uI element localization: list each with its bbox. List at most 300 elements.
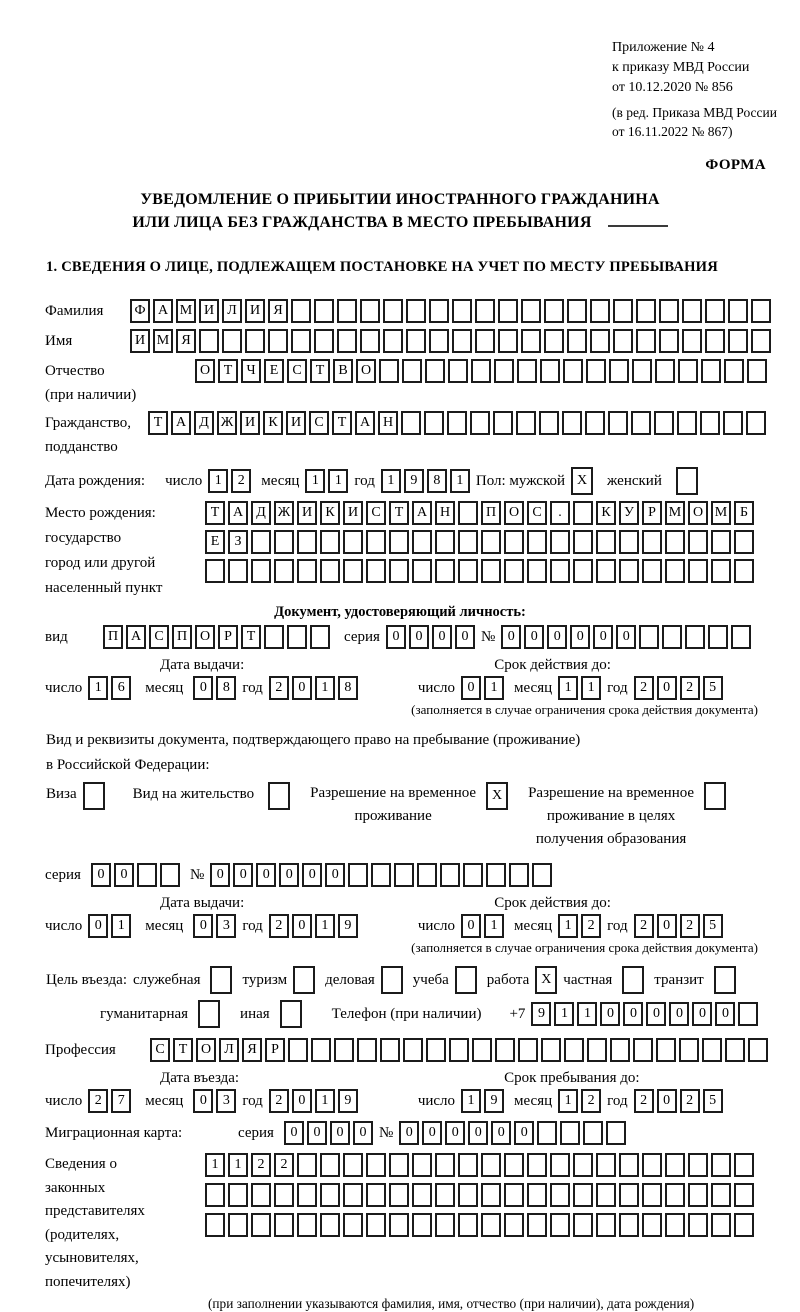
char-cell[interactable]: У — [619, 501, 639, 525]
char-cell[interactable]: 2 — [680, 1089, 700, 1113]
char-cell[interactable] — [504, 1213, 524, 1237]
id-issue-day-boxes[interactable] — [88, 676, 131, 700]
char-cell[interactable] — [379, 359, 399, 383]
char-cell[interactable]: К — [596, 501, 616, 525]
char-cell[interactable] — [406, 329, 426, 353]
entry-year-boxes[interactable] — [269, 1089, 358, 1113]
char-cell[interactable] — [366, 1153, 386, 1177]
char-cell[interactable]: X — [486, 782, 508, 810]
char-cell[interactable]: . — [550, 501, 570, 525]
given-name-boxes[interactable] — [130, 329, 771, 353]
residence-permit-checkbox[interactable] — [268, 782, 290, 810]
char-cell[interactable]: С — [309, 411, 329, 435]
char-cell[interactable]: 1 — [228, 1153, 248, 1177]
purpose-other-checkbox[interactable] — [280, 1000, 302, 1028]
char-cell[interactable] — [458, 530, 478, 554]
char-cell[interactable] — [504, 559, 524, 583]
char-cell[interactable] — [724, 359, 744, 383]
char-cell[interactable] — [389, 1183, 409, 1207]
char-cell[interactable]: 7 — [111, 1089, 131, 1113]
char-cell[interactable]: 8 — [338, 676, 358, 700]
char-cell[interactable] — [297, 1183, 317, 1207]
char-cell[interactable]: Ж — [274, 501, 294, 525]
char-cell[interactable] — [429, 329, 449, 353]
residence-issue-year-boxes[interactable] — [269, 914, 358, 938]
char-cell[interactable] — [470, 411, 490, 435]
char-cell[interactable] — [343, 1183, 363, 1207]
char-cell[interactable]: 0 — [600, 1002, 620, 1026]
char-cell[interactable] — [705, 299, 725, 323]
char-cell[interactable] — [688, 559, 708, 583]
char-cell[interactable]: 2 — [88, 1089, 108, 1113]
char-cell[interactable]: 0 — [193, 914, 213, 938]
char-cell[interactable] — [639, 625, 659, 649]
char-cell[interactable] — [481, 530, 501, 554]
birth-place-row3-boxes[interactable] — [205, 559, 754, 583]
id-doc-number-boxes[interactable] — [501, 625, 751, 649]
guardians-row2-boxes[interactable] — [205, 1183, 754, 1207]
char-cell[interactable]: 3 — [216, 1089, 236, 1113]
char-cell[interactable] — [320, 559, 340, 583]
char-cell[interactable]: Т — [389, 501, 409, 525]
char-cell[interactable] — [458, 1183, 478, 1207]
char-cell[interactable] — [435, 1153, 455, 1177]
birth-month-boxes[interactable] — [305, 469, 348, 493]
char-cell[interactable] — [610, 1038, 630, 1062]
residence-number-boxes[interactable] — [210, 863, 552, 887]
char-cell[interactable]: 0 — [501, 625, 521, 649]
char-cell[interactable] — [679, 1038, 699, 1062]
char-cell[interactable]: П — [481, 501, 501, 525]
char-cell[interactable] — [688, 1213, 708, 1237]
temp-residence-edu-checkbox[interactable] — [704, 782, 726, 810]
char-cell[interactable] — [642, 1213, 662, 1237]
char-cell[interactable]: 0 — [657, 914, 677, 938]
char-cell[interactable] — [516, 411, 536, 435]
char-cell[interactable] — [199, 329, 219, 353]
char-cell[interactable]: 1 — [484, 676, 504, 700]
char-cell[interactable] — [711, 530, 731, 554]
char-cell[interactable] — [734, 530, 754, 554]
char-cell[interactable] — [539, 411, 559, 435]
char-cell[interactable]: Я — [268, 299, 288, 323]
char-cell[interactable]: 5 — [703, 914, 723, 938]
char-cell[interactable] — [527, 1213, 547, 1237]
char-cell[interactable]: В — [333, 359, 353, 383]
char-cell[interactable] — [337, 299, 357, 323]
char-cell[interactable] — [83, 782, 105, 810]
char-cell[interactable] — [655, 359, 675, 383]
char-cell[interactable] — [360, 329, 380, 353]
char-cell[interactable]: И — [240, 411, 260, 435]
char-cell[interactable]: 9 — [338, 1089, 358, 1113]
char-cell[interactable] — [527, 1183, 547, 1207]
char-cell[interactable]: 2 — [581, 914, 601, 938]
id-valid-month-boxes[interactable] — [558, 676, 601, 700]
purpose-transit-checkbox[interactable] — [714, 966, 736, 994]
char-cell[interactable] — [521, 299, 541, 323]
char-cell[interactable]: 0 — [491, 1121, 511, 1145]
char-cell[interactable] — [435, 530, 455, 554]
char-cell[interactable] — [619, 530, 639, 554]
char-cell[interactable]: Т — [332, 411, 352, 435]
char-cell[interactable] — [504, 1183, 524, 1207]
char-cell[interactable] — [366, 1213, 386, 1237]
char-cell[interactable] — [688, 1183, 708, 1207]
char-cell[interactable]: 1 — [111, 914, 131, 938]
char-cell[interactable]: 0 — [461, 676, 481, 700]
char-cell[interactable]: С — [287, 359, 307, 383]
char-cell[interactable]: 0 — [669, 1002, 689, 1026]
char-cell[interactable]: Р — [218, 625, 238, 649]
char-cell[interactable] — [486, 863, 506, 887]
char-cell[interactable] — [682, 329, 702, 353]
char-cell[interactable]: Ч — [241, 359, 261, 383]
char-cell[interactable]: Н — [378, 411, 398, 435]
char-cell[interactable] — [573, 1183, 593, 1207]
char-cell[interactable]: И — [245, 299, 265, 323]
char-cell[interactable] — [412, 1213, 432, 1237]
char-cell[interactable]: И — [297, 501, 317, 525]
char-cell[interactable] — [343, 1153, 363, 1177]
char-cell[interactable] — [738, 1002, 758, 1026]
char-cell[interactable] — [389, 559, 409, 583]
char-cell[interactable]: С — [527, 501, 547, 525]
char-cell[interactable]: Д — [194, 411, 214, 435]
char-cell[interactable]: 2 — [680, 914, 700, 938]
char-cell[interactable] — [280, 1000, 302, 1028]
purpose-private-checkbox[interactable] — [622, 966, 644, 994]
char-cell[interactable] — [251, 559, 271, 583]
char-cell[interactable] — [406, 299, 426, 323]
char-cell[interactable] — [642, 559, 662, 583]
char-cell[interactable]: 2 — [251, 1153, 271, 1177]
char-cell[interactable] — [642, 1183, 662, 1207]
char-cell[interactable] — [642, 530, 662, 554]
char-cell[interactable] — [311, 1038, 331, 1062]
char-cell[interactable] — [622, 966, 644, 994]
char-cell[interactable]: Т — [148, 411, 168, 435]
char-cell[interactable]: М — [665, 501, 685, 525]
char-cell[interactable]: 0 — [657, 676, 677, 700]
char-cell[interactable] — [678, 359, 698, 383]
char-cell[interactable] — [636, 329, 656, 353]
char-cell[interactable] — [435, 1183, 455, 1207]
char-cell[interactable]: 9 — [338, 914, 358, 938]
char-cell[interactable]: 0 — [284, 1121, 304, 1145]
char-cell[interactable] — [711, 1183, 731, 1207]
char-cell[interactable] — [751, 299, 771, 323]
char-cell[interactable] — [293, 966, 315, 994]
char-cell[interactable] — [540, 359, 560, 383]
char-cell[interactable] — [550, 1153, 570, 1177]
char-cell[interactable]: 1 — [315, 676, 335, 700]
char-cell[interactable] — [205, 559, 225, 583]
char-cell[interactable] — [587, 1038, 607, 1062]
char-cell[interactable]: 0 — [325, 863, 345, 887]
char-cell[interactable]: 0 — [210, 863, 230, 887]
char-cell[interactable]: 0 — [524, 625, 544, 649]
char-cell[interactable]: 9 — [531, 1002, 551, 1026]
char-cell[interactable]: Е — [264, 359, 284, 383]
char-cell[interactable]: Е — [205, 530, 225, 554]
char-cell[interactable] — [573, 530, 593, 554]
char-cell[interactable]: П — [103, 625, 123, 649]
char-cell[interactable] — [573, 501, 593, 525]
char-cell[interactable] — [677, 411, 697, 435]
char-cell[interactable] — [567, 299, 587, 323]
char-cell[interactable] — [380, 1038, 400, 1062]
stay-year-boxes[interactable] — [634, 1089, 723, 1113]
char-cell[interactable] — [343, 530, 363, 554]
char-cell[interactable]: 0 — [256, 863, 276, 887]
char-cell[interactable] — [751, 329, 771, 353]
char-cell[interactable] — [613, 299, 633, 323]
char-cell[interactable] — [210, 966, 232, 994]
residence-issue-day-boxes[interactable] — [88, 914, 131, 938]
char-cell[interactable]: А — [228, 501, 248, 525]
char-cell[interactable] — [518, 1038, 538, 1062]
char-cell[interactable] — [504, 1153, 524, 1177]
char-cell[interactable] — [590, 299, 610, 323]
char-cell[interactable]: П — [172, 625, 192, 649]
char-cell[interactable]: 1 — [554, 1002, 574, 1026]
char-cell[interactable]: Д — [251, 501, 271, 525]
char-cell[interactable] — [632, 359, 652, 383]
char-cell[interactable] — [509, 863, 529, 887]
char-cell[interactable] — [633, 1038, 653, 1062]
char-cell[interactable]: Я — [176, 329, 196, 353]
char-cell[interactable]: 0 — [422, 1121, 442, 1145]
char-cell[interactable] — [412, 530, 432, 554]
patronymic-boxes[interactable] — [195, 359, 767, 383]
purpose-tourism-checkbox[interactable] — [293, 966, 315, 994]
char-cell[interactable] — [343, 1213, 363, 1237]
char-cell[interactable] — [723, 411, 743, 435]
char-cell[interactable] — [205, 1213, 225, 1237]
char-cell[interactable] — [573, 559, 593, 583]
char-cell[interactable]: А — [412, 501, 432, 525]
char-cell[interactable] — [560, 1121, 580, 1145]
id-issue-year-boxes[interactable] — [269, 676, 358, 700]
char-cell[interactable]: 9 — [404, 469, 424, 493]
char-cell[interactable] — [360, 299, 380, 323]
char-cell[interactable] — [527, 1153, 547, 1177]
char-cell[interactable] — [596, 559, 616, 583]
char-cell[interactable] — [389, 530, 409, 554]
char-cell[interactable] — [449, 1038, 469, 1062]
char-cell[interactable]: 2 — [269, 914, 289, 938]
char-cell[interactable] — [734, 559, 754, 583]
char-cell[interactable] — [544, 329, 564, 353]
char-cell[interactable] — [563, 359, 583, 383]
char-cell[interactable] — [348, 863, 368, 887]
char-cell[interactable] — [495, 1038, 515, 1062]
char-cell[interactable]: 1 — [305, 469, 325, 493]
char-cell[interactable] — [412, 559, 432, 583]
phone-boxes[interactable] — [531, 1002, 758, 1026]
char-cell[interactable] — [596, 1153, 616, 1177]
char-cell[interactable] — [562, 411, 582, 435]
char-cell[interactable]: 0 — [399, 1121, 419, 1145]
char-cell[interactable]: 2 — [634, 1089, 654, 1113]
char-cell[interactable] — [455, 966, 477, 994]
surname-boxes[interactable] — [130, 299, 771, 323]
char-cell[interactable] — [550, 530, 570, 554]
char-cell[interactable]: О — [356, 359, 376, 383]
char-cell[interactable] — [288, 1038, 308, 1062]
char-cell[interactable]: 0 — [646, 1002, 666, 1026]
char-cell[interactable] — [251, 1183, 271, 1207]
char-cell[interactable] — [426, 1038, 446, 1062]
char-cell[interactable] — [297, 1153, 317, 1177]
entry-day-boxes[interactable] — [88, 1089, 131, 1113]
char-cell[interactable] — [550, 1213, 570, 1237]
char-cell[interactable] — [659, 299, 679, 323]
char-cell[interactable] — [728, 299, 748, 323]
char-cell[interactable] — [573, 1153, 593, 1177]
char-cell[interactable]: 8 — [216, 676, 236, 700]
char-cell[interactable]: Л — [222, 299, 242, 323]
char-cell[interactable] — [401, 411, 421, 435]
char-cell[interactable]: М — [711, 501, 731, 525]
char-cell[interactable]: 0 — [114, 863, 134, 887]
char-cell[interactable]: Р — [642, 501, 662, 525]
char-cell[interactable] — [665, 1213, 685, 1237]
char-cell[interactable] — [504, 530, 524, 554]
char-cell[interactable] — [320, 530, 340, 554]
char-cell[interactable] — [702, 1038, 722, 1062]
char-cell[interactable] — [656, 1038, 676, 1062]
char-cell[interactable] — [472, 1038, 492, 1062]
char-cell[interactable]: X — [571, 467, 593, 495]
guardians-row3-boxes[interactable] — [205, 1213, 754, 1237]
char-cell[interactable] — [310, 625, 330, 649]
char-cell[interactable]: 1 — [208, 469, 228, 493]
char-cell[interactable] — [636, 299, 656, 323]
char-cell[interactable]: А — [126, 625, 146, 649]
char-cell[interactable] — [291, 329, 311, 353]
char-cell[interactable]: 0 — [455, 625, 475, 649]
char-cell[interactable]: 0 — [692, 1002, 712, 1026]
char-cell[interactable] — [389, 1213, 409, 1237]
id-valid-year-boxes[interactable] — [634, 676, 723, 700]
char-cell[interactable]: О — [504, 501, 524, 525]
char-cell[interactable] — [573, 1213, 593, 1237]
char-cell[interactable] — [274, 530, 294, 554]
char-cell[interactable]: 0 — [468, 1121, 488, 1145]
char-cell[interactable]: 0 — [279, 863, 299, 887]
char-cell[interactable] — [494, 359, 514, 383]
char-cell[interactable] — [532, 863, 552, 887]
char-cell[interactable] — [337, 329, 357, 353]
char-cell[interactable]: 1 — [381, 469, 401, 493]
char-cell[interactable]: 0 — [292, 676, 312, 700]
char-cell[interactable]: О — [196, 1038, 216, 1062]
char-cell[interactable]: И — [343, 501, 363, 525]
char-cell[interactable] — [205, 1183, 225, 1207]
char-cell[interactable] — [631, 411, 651, 435]
char-cell[interactable]: 1 — [484, 914, 504, 938]
char-cell[interactable] — [609, 359, 629, 383]
char-cell[interactable]: 2 — [634, 676, 654, 700]
char-cell[interactable]: 0 — [514, 1121, 534, 1145]
char-cell[interactable]: 5 — [703, 1089, 723, 1113]
char-cell[interactable]: Р — [265, 1038, 285, 1062]
char-cell[interactable] — [264, 625, 284, 649]
char-cell[interactable] — [471, 359, 491, 383]
char-cell[interactable]: 5 — [703, 676, 723, 700]
birth-year-boxes[interactable] — [381, 469, 470, 493]
char-cell[interactable] — [731, 625, 751, 649]
purpose-business-checkbox[interactable] — [381, 966, 403, 994]
purpose-work-checkbox[interactable] — [535, 966, 557, 994]
char-cell[interactable] — [435, 1213, 455, 1237]
char-cell[interactable] — [228, 559, 248, 583]
char-cell[interactable]: Т — [173, 1038, 193, 1062]
char-cell[interactable] — [567, 329, 587, 353]
char-cell[interactable]: X — [535, 966, 557, 994]
char-cell[interactable] — [665, 559, 685, 583]
residence-series-boxes[interactable] — [91, 863, 180, 887]
char-cell[interactable]: 1 — [205, 1153, 225, 1177]
char-cell[interactable] — [274, 1213, 294, 1237]
char-cell[interactable] — [586, 359, 606, 383]
char-cell[interactable] — [222, 329, 242, 353]
char-cell[interactable]: К — [263, 411, 283, 435]
profession-boxes[interactable] — [150, 1038, 768, 1062]
char-cell[interactable]: 8 — [427, 469, 447, 493]
char-cell[interactable] — [366, 1183, 386, 1207]
char-cell[interactable] — [417, 863, 437, 887]
char-cell[interactable] — [320, 1213, 340, 1237]
id-issue-month-boxes[interactable] — [193, 676, 236, 700]
char-cell[interactable] — [481, 559, 501, 583]
char-cell[interactable] — [734, 1213, 754, 1237]
char-cell[interactable]: 2 — [274, 1153, 294, 1177]
char-cell[interactable] — [458, 1153, 478, 1177]
char-cell[interactable] — [448, 359, 468, 383]
char-cell[interactable]: З — [228, 530, 248, 554]
char-cell[interactable] — [320, 1183, 340, 1207]
char-cell[interactable] — [734, 1183, 754, 1207]
purpose-official-checkbox[interactable] — [210, 966, 232, 994]
char-cell[interactable]: К — [320, 501, 340, 525]
char-cell[interactable]: 0 — [330, 1121, 350, 1145]
char-cell[interactable]: 2 — [581, 1089, 601, 1113]
char-cell[interactable] — [748, 1038, 768, 1062]
char-cell[interactable]: И — [199, 299, 219, 323]
char-cell[interactable] — [314, 329, 334, 353]
char-cell[interactable] — [160, 863, 180, 887]
char-cell[interactable] — [498, 299, 518, 323]
char-cell[interactable]: 9 — [484, 1089, 504, 1113]
char-cell[interactable]: 1 — [315, 1089, 335, 1113]
id-valid-day-boxes[interactable] — [461, 676, 504, 700]
temp-residence-checkbox[interactable] — [486, 782, 508, 810]
char-cell[interactable] — [424, 411, 444, 435]
char-cell[interactable]: 2 — [680, 676, 700, 700]
char-cell[interactable] — [251, 530, 271, 554]
char-cell[interactable] — [541, 1038, 561, 1062]
char-cell[interactable] — [517, 359, 537, 383]
char-cell[interactable] — [297, 1213, 317, 1237]
char-cell[interactable]: 1 — [88, 676, 108, 700]
char-cell[interactable] — [705, 329, 725, 353]
residence-issue-month-boxes[interactable] — [193, 914, 236, 938]
char-cell[interactable] — [389, 1153, 409, 1177]
char-cell[interactable] — [463, 863, 483, 887]
